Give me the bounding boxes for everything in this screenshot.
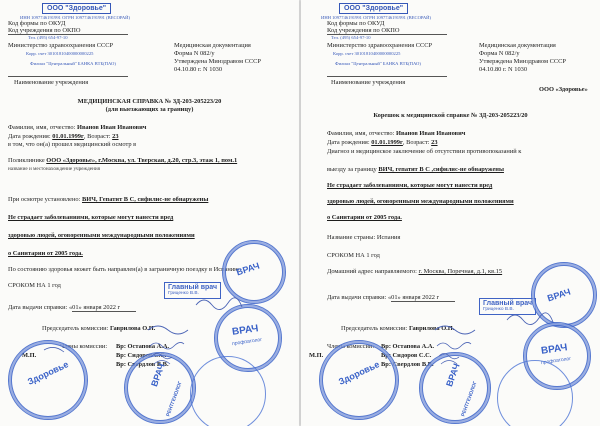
round-stamp-vrach-profpatolog-text: ВРАЧ	[540, 342, 569, 357]
round-stamp-organization-text: Здоровье	[336, 359, 381, 387]
term-text: СРОКОМ НА 1 год	[327, 252, 380, 259]
chair-label: Председатель комиссии:	[341, 325, 408, 332]
address-value: г. Москва, Поречная, д.1, кв.15	[418, 268, 503, 275]
medical-certificate-page	[0, 0, 299, 426]
chief-doctor-stamp-name: Гриценко В.В.	[483, 307, 514, 312]
country-label: Название страны:	[327, 234, 376, 241]
round-stamp-rentgen-sub: РЕНТГЕНОЛОГ	[460, 380, 479, 418]
okud-label: Код формы по ОКУД	[8, 20, 66, 27]
org-stamp-line: Тел. (495) 654-97-10	[28, 35, 68, 40]
approved-label: Утверждена Минздравом СССР	[174, 58, 261, 65]
med-doc-label: Медицинская документация	[174, 42, 251, 49]
term-text: СРОКОМ НА 1 год	[8, 282, 61, 289]
chief-doctor-stamp-title: Главный врач	[483, 300, 533, 307]
member-1: Вр: Остапова А.А.	[381, 343, 435, 350]
certificate-title: МЕДИЦИНСКАЯ СПРАВКА № ЗД-203-205223/20	[77, 98, 222, 105]
org-stamp-line: Корр. счет 30101810400000000225	[333, 51, 401, 56]
approved-label: Утверждена Минздравом СССР	[479, 58, 566, 65]
org-stamp-line: Филиал "Центральный" БАНКА ВТБ(ПАО)	[335, 61, 421, 66]
mp-label: М.П.	[22, 352, 37, 359]
fio-label: Фамилия, имя, отчество:	[327, 130, 395, 137]
chair-label: Председатель комиссии:	[42, 325, 109, 332]
signature-scribbles	[301, 0, 600, 426]
org-stamp-name: ООО "Здоровье"	[47, 5, 107, 12]
chief-doctor-stamp-name: Гриценко В.В.	[168, 291, 199, 296]
round-stamp-rentgen-text: ВРАЧ	[149, 362, 167, 388]
okpo-label: Код учреждения по ОКПО	[8, 27, 81, 34]
issue-label: Дата выдачи справки:	[327, 294, 387, 301]
diseases-line-3: о Санитарии от 2005 года.	[327, 214, 402, 221]
round-stamp-vrach-top-text: ВРАЧ	[546, 286, 572, 304]
clinic-label: Поликлинике	[8, 157, 45, 164]
round-stamp-rentgen-text: ВРАЧ	[444, 362, 462, 388]
members-label: Члены комиссии:	[60, 343, 108, 350]
issue-value: «01» января 2022 г	[68, 304, 121, 311]
org-stamp-line: ИНН 1097746191991 ОГРН 1097746191991 (ВЕСОРАЙ)	[321, 15, 432, 20]
dob-value: 01.01.1999г	[52, 133, 84, 140]
okud-label: Код формы по ОКУД	[327, 20, 385, 27]
age-label: , Возраст:	[402, 139, 430, 146]
fio-value: Иванов Иван Иванович	[77, 124, 147, 131]
round-stamp-vrach-top-text: ВРАЧ	[235, 260, 261, 278]
trip-label: выезду за границу	[327, 166, 377, 173]
diseases-line-1: Не страдает заболеваниями, которые могут нанести вред	[8, 214, 174, 221]
fio-value: Иванов Иван Иванович	[396, 130, 466, 137]
diseases-line-1: Не страдает заболеваниями, которые могут нанести вред	[327, 182, 493, 189]
org-stamp-name: ООО "Здоровье"	[344, 5, 404, 12]
round-stamp-profpatolog-sub: профпатолог	[231, 336, 263, 348]
age-value: 23	[112, 133, 119, 140]
clinic-value: ООО «Здоровье», г.Москва, ул. Тверская, д.20, стр.3, этаж 1, пом.1	[46, 157, 238, 164]
okpo-label: Код учреждения по ОКПО	[327, 27, 400, 34]
chief-doctor-stamp-title: Главный врач	[168, 284, 218, 291]
diseases-line-2: здоровью людей, оговоренными международными положениями	[8, 232, 195, 239]
member-2: Вр: Сидоров С.С.	[381, 352, 432, 359]
found-label: При осмотре установлено:	[8, 196, 81, 203]
dob-label: Дата рождения:	[327, 139, 370, 146]
org-stamp-line: Корр. счет 30101810400000000225	[26, 51, 94, 56]
age-label: , Возраст:	[83, 133, 111, 140]
ministry-label: Министерство здравоохранения СССР	[327, 42, 433, 49]
issue-value: «01» января 2022 г	[387, 294, 440, 301]
clinic-caption: название и местонахождение учреждения	[8, 166, 101, 172]
chair-value: Гаврилова О.П.	[408, 325, 455, 332]
trip-value: ВИЧ, гепатит В С ,сифилис-не обнаружены	[378, 166, 504, 173]
diseases-line-2: здоровью людей, оговоренными международными положениями	[327, 198, 514, 205]
country-value: Испания	[376, 234, 401, 241]
health-text: По состоянию здоровья может быть направлен(а) в заграничную поездку в Испанию	[8, 266, 239, 273]
conclusion-text: Диагноз и медицинское заключение об отсутствии противопоказаний к	[327, 148, 522, 155]
members-label: Члены комиссии:	[327, 343, 375, 350]
round-stamp-vrach-profpatolog-text: ВРАЧ	[231, 323, 260, 338]
signature-scribbles	[0, 0, 299, 426]
round-stamp-rentgen-sub: РЕНТГЕНОЛОГ	[165, 380, 184, 418]
institution-caption: Наименование учреждения	[331, 79, 406, 86]
med-doc-label: Медицинская документация	[479, 42, 556, 49]
chair-value: Гаврилова О.П.	[109, 325, 156, 332]
org-stamp-line: ИНН 1097746191991 ОГРН 1097746191991 (ВЕСОРАЙ)	[20, 15, 131, 20]
member-1: Вр: Остапова А.А.	[116, 343, 170, 350]
form-label: Форма N 082/у	[174, 50, 215, 57]
dob-value: 01.01.1999г	[371, 139, 403, 146]
approval-date: 04.10.80 г. N 1030	[174, 66, 223, 73]
fio-label: Фамилия, имя, отчество:	[8, 124, 76, 131]
member-3: Вр: Свердлов В.В.	[381, 361, 434, 368]
diseases-line-3: о Санитарии от 2005 года.	[8, 250, 83, 257]
form-label: Форма N 082/у	[479, 50, 520, 57]
round-stamp-profpatolog-sub: профпатолог	[540, 355, 572, 367]
age-value: 23	[431, 139, 438, 146]
org-stamp-line: Тел. (495) 654-97-10	[331, 35, 371, 40]
address-label: Домашний адрес направляемого:	[327, 268, 417, 275]
stub-title: Корешок к медицинской справке № ЗД-203-205223/20	[373, 112, 528, 119]
found-value: ВИЧ, Гепатит В С, сифилис-не обнаружены	[82, 196, 209, 203]
member-3: Вр: Свердлов В.В.	[116, 361, 169, 368]
org-stamp-line: Филиал "Центральный" БАНКА ВТБ(ПАО)	[30, 61, 116, 66]
exam-text: в том, что он(а) прошел медицинский осмотр в	[8, 141, 137, 148]
ministry-label: Министерство здравоохранения СССР	[8, 42, 114, 49]
institution-value: ООО «Здоровье»	[539, 86, 588, 93]
member-2: Вр: Сидоров С.С.	[116, 352, 167, 359]
certificate-subtitle: (для выезжающих за границу)	[105, 106, 194, 113]
mp-label: М.П.	[309, 352, 324, 359]
issue-label: Дата выдачи справки:	[8, 304, 68, 311]
certificate-stub-page	[301, 0, 600, 426]
dob-label: Дата рождения:	[8, 133, 51, 140]
approval-date: 04.10.80 г. N 1030	[479, 66, 528, 73]
round-stamp-organization-text: Здоровье	[25, 359, 70, 387]
institution-caption: Наименование учреждения	[14, 79, 89, 86]
